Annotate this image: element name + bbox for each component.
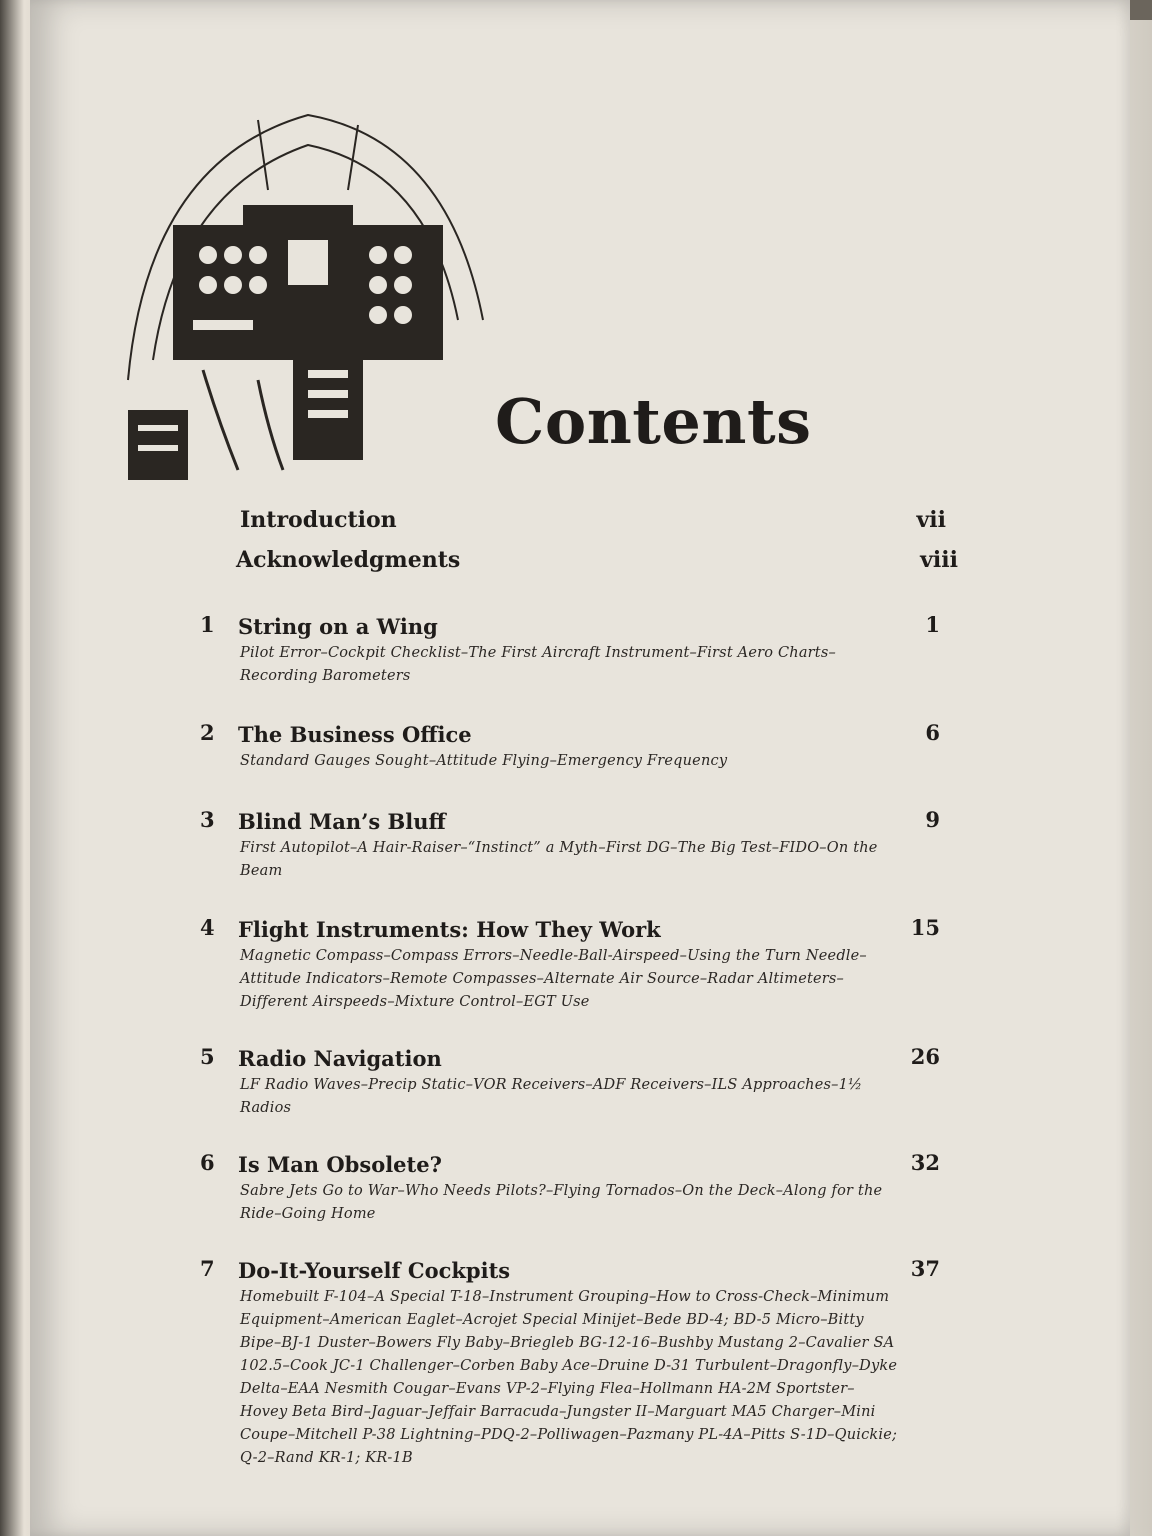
front-matter-item-acknowledgments	[238, 547, 958, 587]
chapter-page: 15	[910, 915, 940, 940]
chapter-entry	[200, 1256, 940, 1470]
chapter-number: 2	[200, 720, 215, 745]
page-title: Contents	[495, 385, 812, 458]
chapter-number: 1	[200, 612, 215, 637]
chapter-number: 4	[200, 915, 215, 940]
chapter-topics: Sabre Jets Go to War–Who Needs Pilots?–Flying Tornados–On the Deck–Along for the Ride–Going Home	[240, 1183, 883, 1222]
chapter-title: The Business Office	[238, 722, 472, 747]
front-matter	[238, 507, 958, 587]
chapter-page: 37	[910, 1256, 940, 1281]
chapter-entry	[200, 1044, 940, 1120]
contents-page	[30, 0, 1130, 1536]
chapter-entry	[200, 1150, 940, 1226]
front-matter-item-introduction	[238, 507, 958, 547]
chapter-page: 32	[910, 1150, 940, 1175]
chapter-title: Flight Instruments: How They Work	[238, 917, 661, 942]
chapter-topics: Homebuilt F-104–A Special T-18–Instrument Grouping–How to Cross-Check–Minimum Equipment–American Eaglet–Acrojet Special Minijet–Bede BD-4; BD-5 Micro–Bitty Bipe–BJ-1 Duster–Bowers Fly Baby–Briegleb BG-12-16–Bushby Mustang 2–Cavalier SA 102.5–Cook JC-1 Challenger–Corben Baby Ace–Druine D-31 Turbulent–Dragonfly–Dyke Delta–EAA Nesmith Cougar–Evans VP-2–Flying Flea–Hollmann HA-2M Sportster–Hovey Beta Bird–Jaguar–Jeffair Barracuda–Jungster II–Marguart MA5 Charger–Mini Coupe–Mitchell P-38 Lightning–PDQ-2–Polliwagen–Pazmany PL-4A–Pitts S-1D–Quickie; Q-2–Rand KR-1; KR-1B	[240, 1289, 898, 1466]
chapter-page: 9	[925, 807, 940, 832]
chapter-entry	[200, 720, 940, 773]
chapter-title: Radio Navigation	[238, 1046, 442, 1071]
front-matter-page: vii	[916, 507, 946, 533]
chapter-entry	[200, 915, 940, 1014]
chapter-number: 6	[200, 1150, 215, 1175]
front-matter-label: Acknowledgments	[236, 547, 461, 573]
chapter-title: Do-It-Yourself Cockpits	[238, 1258, 511, 1283]
chapter-number: 3	[200, 807, 215, 832]
chapter-topics: LF Radio Waves–Precip Static–VOR Receivers–ADF Receivers–ILS Approaches–1½ Radios	[240, 1077, 863, 1116]
chapter-page: 1	[925, 612, 940, 637]
chapter-topics: Standard Gauges Sought–Attitude Flying–Emergency Frequency	[240, 753, 728, 769]
chapter-entry	[200, 612, 940, 688]
chapter-number: 5	[200, 1044, 215, 1069]
chapter-topics: Pilot Error–Cockpit Checklist–The First Aircraft Instrument–First Aero Charts–Recording Barometers	[240, 645, 836, 684]
chapter-page: 6	[925, 720, 940, 745]
chapter-topics: First Autopilot–A Hair-Raiser–“Instinct” a Myth–First DG–The Big Test–FIDO–On the Beam	[240, 840, 878, 879]
chapter-title: Blind Man’s Bluff	[238, 809, 446, 834]
chapter-entry	[200, 807, 940, 883]
front-matter-page: viii	[920, 547, 958, 573]
chapter-page: 26	[910, 1044, 940, 1069]
front-matter-label: Introduction	[240, 507, 397, 533]
chapter-topics: Magnetic Compass–Compass Errors–Needle-Ball-Airspeed–Using the Turn Needle–Attitude Indicators–Remote Compasses–Alternate Air Source–Radar Altimeters–Different Airspeeds–Mixture Control–EGT Use	[240, 948, 867, 1010]
chapter-list	[200, 612, 940, 1490]
chapter-title: String on a Wing	[238, 614, 438, 639]
cockpit-illustration	[108, 80, 498, 480]
chapter-title: Is Man Obsolete?	[238, 1152, 442, 1177]
chapter-number: 7	[200, 1256, 215, 1281]
